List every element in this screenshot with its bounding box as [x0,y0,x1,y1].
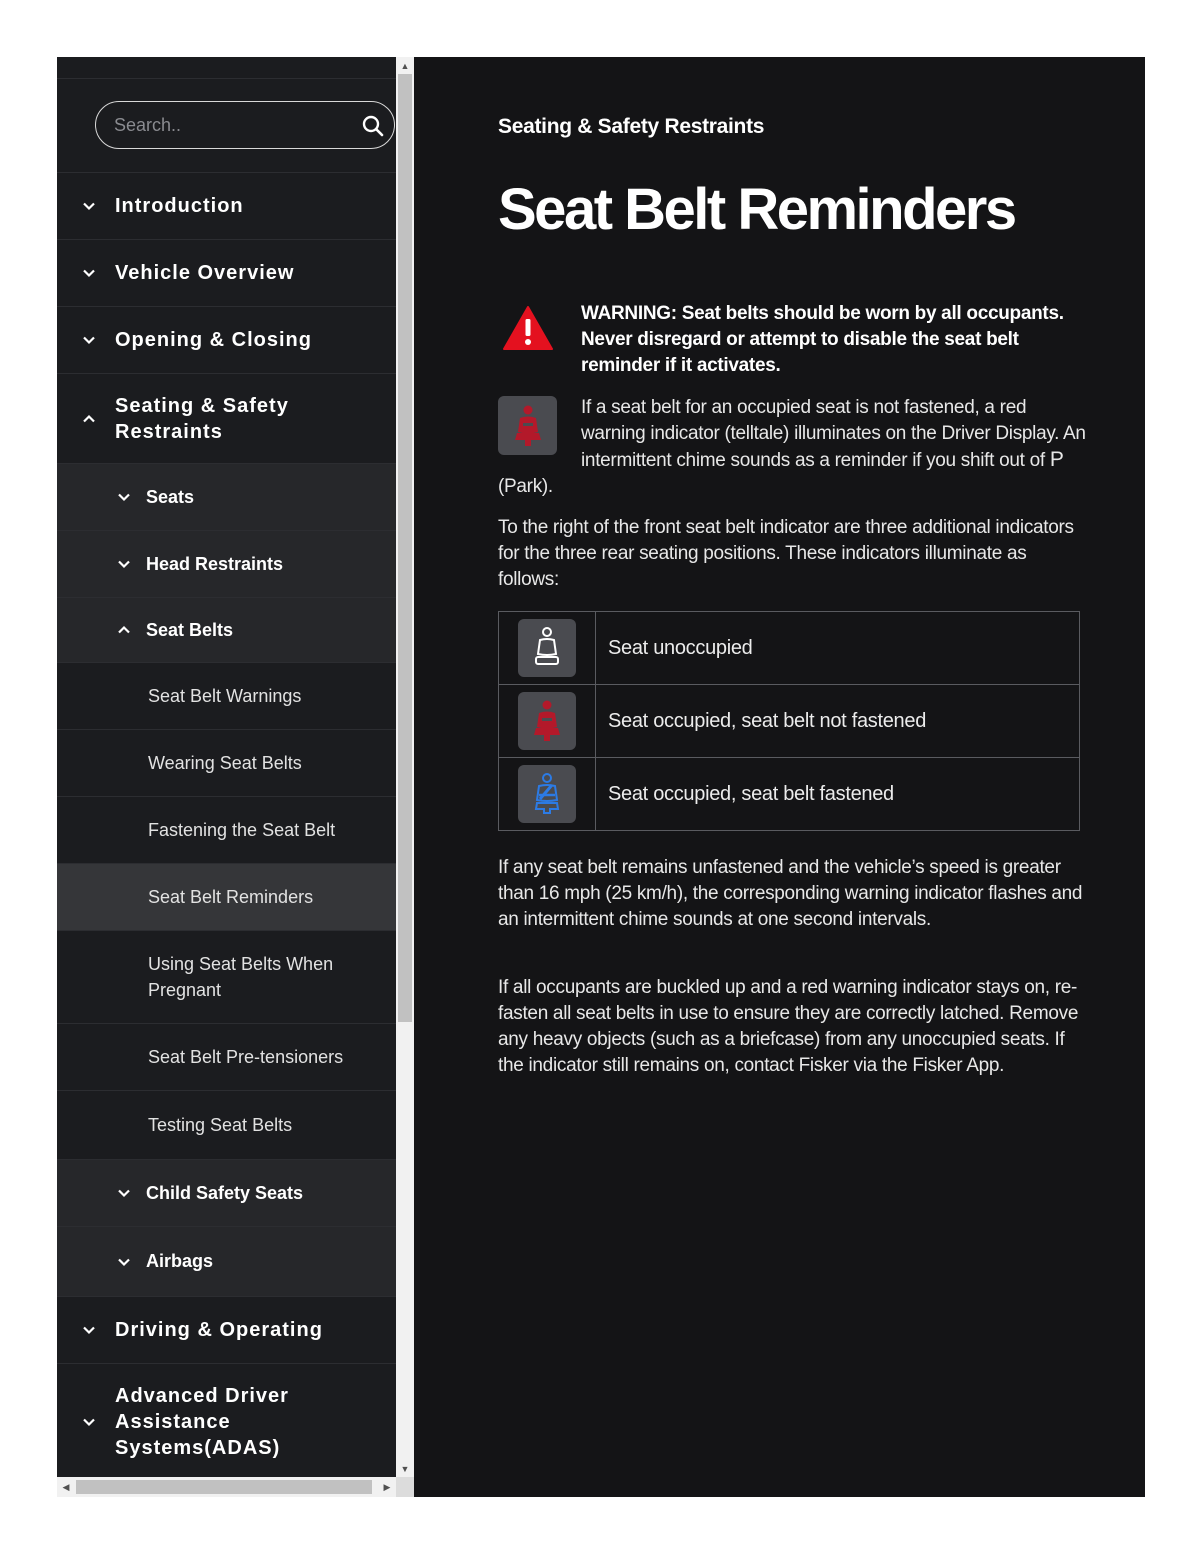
paragraph-text: (Park). [498,476,553,497]
sidebar-vertical-scrollbar[interactable] [396,57,414,1477]
sidebar-item-label: Child Safety Seats [146,1182,304,1203]
sidebar-item-introduction[interactable] [57,173,396,240]
seat-occupied-belted-icon [518,765,576,823]
scroll-left-arrow-icon[interactable]: ◀ [62,1482,70,1492]
chevron-down-icon [81,332,97,348]
scrollbar-corner [396,1477,414,1497]
paragraph-speed-warning: If any seat belt remains unfastened and the vehicle’s speed is greater than 16 mph (25 km/h), the corresponding warning indicator flashes and an intermittent chime sounds at one second intervals. [498,857,1083,930]
sidebar-item-label: Head Restraints [146,553,284,574]
sidebar-item-label: Seats [146,486,195,507]
sidebar-item-label: Using Seat Belts When Pregnant [148,954,334,1000]
chevron-down-icon [116,489,132,505]
page-title: Seat Belt Reminders [498,177,1015,242]
sidebar-item-label: Advanced Driver Assistance Systems(ADAS) [115,1384,289,1459]
telltale-paragraph [498,395,1088,500]
sidebar-item-label: Testing Seat Belts [148,1114,293,1135]
chevron-down-icon [81,1414,97,1430]
paragraph-rear-indicators: To the right of the front seat belt indicator are three additional indicators for the three rear seating positions. These indicators illuminate as follows: [498,517,1074,590]
sidebar-item-adas[interactable] [57,1364,396,1477]
chevron-down-icon [81,198,97,214]
search-area [57,79,396,173]
sidebar-item-seat-belt-reminders[interactable] [57,864,396,931]
sidebar-item-seating-safety[interactable] [57,374,396,464]
search-box [95,101,395,149]
warning-text: WARNING: Seat belts should be worn by all occupants. Never disregard or attempt to disable the seat belt reminder if it activates. [581,303,1064,376]
sidebar-item-label: Seat Belts [146,619,234,640]
sidebar-horizontal-scrollbar[interactable] [57,1477,396,1497]
seat-occupied-unbelted-icon [498,396,557,455]
sidebar-item-pre-tensioners[interactable] [57,1024,396,1091]
sidebar-item-opening-closing[interactable] [57,307,396,374]
scroll-down-arrow-icon[interactable]: ▼ [400,1463,410,1474]
warning-icon [502,305,554,351]
sidebar-item-label: Seating & Safety Restraints [115,394,289,443]
chevron-up-icon [116,622,132,638]
indicator-label: Seat occupied, seat belt fastened [596,758,1080,831]
sidebar-item-fastening-seat-belt[interactable] [57,797,396,864]
app-window [57,57,1145,1497]
scroll-right-arrow-icon[interactable]: ▶ [383,1482,391,1492]
gear-letter: P [1049,448,1064,471]
sidebar-item-head-restraints[interactable] [57,531,396,598]
sidebar-item-pregnant[interactable] [57,931,396,1024]
sidebar-item-airbags[interactable] [57,1227,396,1297]
sidebar-item-label: Fastening the Seat Belt [148,819,336,840]
table-row [499,685,1080,758]
sidebar-item-label: Wearing Seat Belts [148,752,302,773]
indicator-table [498,611,1080,831]
sidebar-item-label: Vehicle Overview [115,261,295,284]
sidebar-item-seat-belts[interactable] [57,598,396,663]
sidebar-top-strip [57,57,396,79]
sidebar-nav [57,173,396,1477]
chevron-down-icon [116,1185,132,1201]
sidebar-item-label: Opening & Closing [115,328,312,351]
search-icon[interactable] [362,115,384,137]
paragraph-indicator-still-on: If all occupants are buckled up and a red warning indicator stays on, re-fasten all seat belts in use to ensure they are correctly latched. Remove any heavy objects (such as a briefcase) from any unoccupied seats. If the indicator still remains on, contact Fisker via the Fisker App. [498,977,1079,1076]
chevron-down-icon [116,1254,132,1270]
chevron-down-icon [81,1322,97,1338]
table-row [499,758,1080,831]
seat-unoccupied-icon [518,619,576,677]
sidebar-item-vehicle-overview[interactable] [57,240,396,307]
sidebar [57,57,396,1477]
chevron-down-icon [116,556,132,572]
sidebar-item-label: Introduction [115,194,244,217]
scrollbar-thumb[interactable] [398,74,412,1022]
sidebar-item-label: Seat Belt Warnings [148,685,302,706]
chevron-up-icon [81,411,97,427]
paragraph-text: If a seat belt for an occupied seat is not fastened, a red warning indicator (telltale) illuminates on the Driver Display. An intermittent chime sounds as a reminder if you shift out of [581,397,1086,471]
chevron-down-icon [81,265,97,281]
table-row [499,612,1080,685]
sidebar-item-label: Driving & Operating [115,1318,323,1341]
section-title: Seating & Safety Restraints [498,115,765,138]
seat-occupied-unbelted-icon [518,692,576,750]
sidebar-item-label: Seat Belt Pre-tensioners [148,1046,344,1067]
search-input[interactable] [114,114,344,136]
scrollbar-thumb[interactable] [76,1480,372,1494]
sidebar-item-testing-seat-belts[interactable] [57,1091,396,1160]
sidebar-item-label: Seat Belt Reminders [148,886,314,907]
scroll-up-arrow-icon[interactable]: ▲ [400,60,410,71]
sidebar-item-seats[interactable] [57,464,396,531]
sidebar-item-driving-operating[interactable] [57,1297,396,1364]
sidebar-item-label: Airbags [146,1251,214,1271]
indicator-label: Seat occupied, seat belt not fastened [596,685,1080,758]
indicator-label: Seat unoccupied [596,612,1080,685]
sidebar-item-wearing-seat-belts[interactable] [57,730,396,797]
sidebar-item-child-safety-seats[interactable] [57,1160,396,1227]
sidebar-item-seat-belt-warnings[interactable] [57,663,396,730]
